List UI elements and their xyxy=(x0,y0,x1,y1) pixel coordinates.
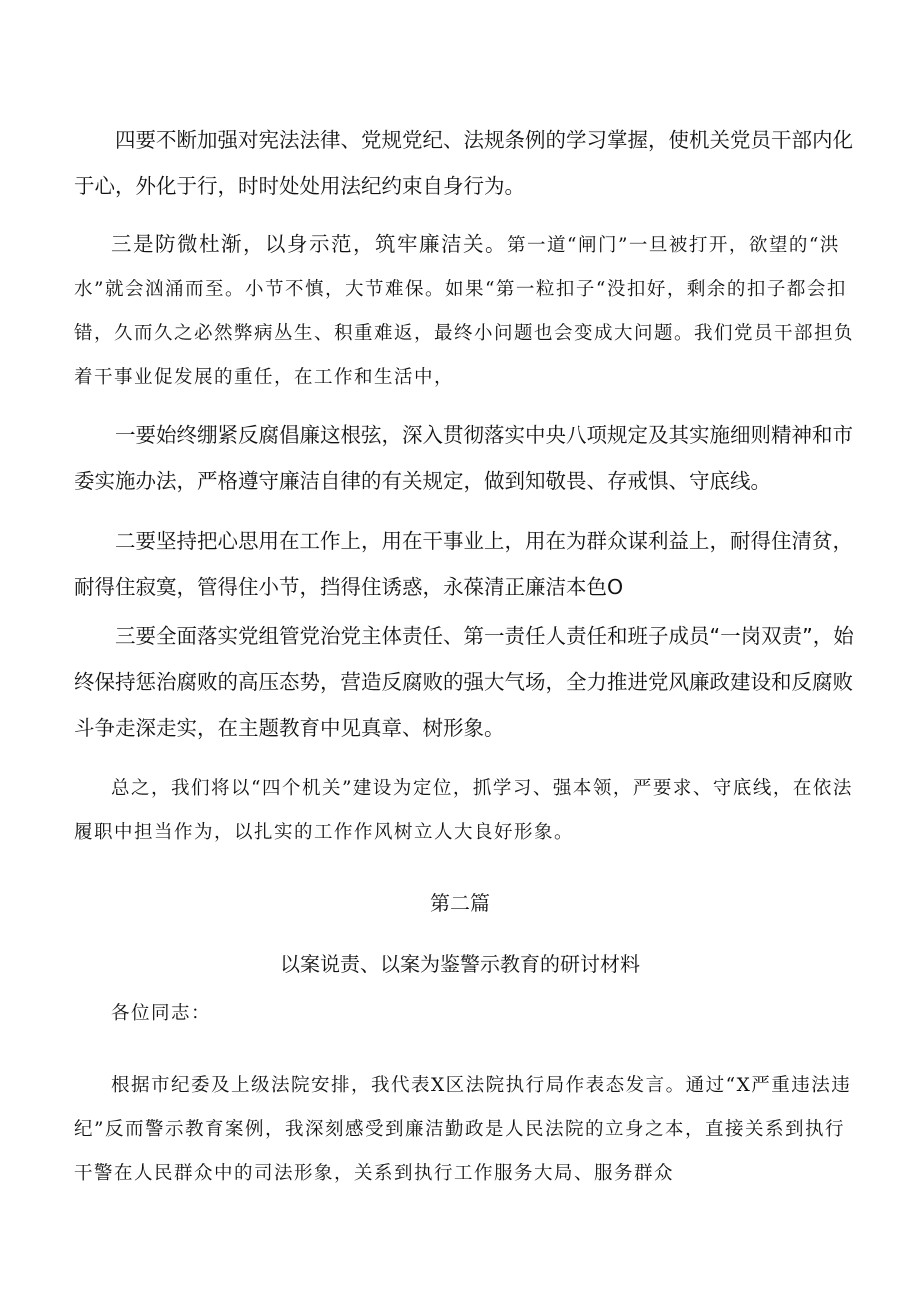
salutation: 各位同志： xyxy=(111,1003,212,1024)
paragraph-conclusion: 总之，我们将以“四个机关”建设为定位，抓学习、强本领，严要求、守底线，在依法履职中担当作为，以扎实的工作作风树立人大良好形象。 xyxy=(74,778,853,843)
paragraph-opening-statement: 根据市纪委及上级法院安排，我代表X区法院执行局作表态发言。通过“X严重违法违纪”反而警示教育案例，我深刻感受到廉洁勤政是人民法院的立身之本，直接关系到执行干警在人民群众中的司法形象，关系到执行工作服务大局、服务群众 xyxy=(74,1075,852,1184)
paragraph-integrity-vigilance: 一要始终绷紧反腐倡廉这根弦，深入贯彻落实中央八项规定及其实施细则精神和市委实施办法，严格遵守廉洁自律的有关规定，做到知敬畏、存戒惧、守底线。 xyxy=(74,423,853,493)
paragraph-prevention-lead: 三是防微杜渐，以身示范，筑牢廉洁关。 xyxy=(111,232,507,256)
paragraph-focus-on-work: 二要坚持把心思用在工作上，用在干事业上，用在为群众谋利益上，耐得住清贫，耐得住寂寞，管得住小节，挡得住诱惑，永葆清正廉洁本色O xyxy=(74,529,853,599)
paragraph-study-law: 四要不断加强对宪法法律、党规党纪、法规条例的学习掌握，使机关党员干部内化于心，外化于行，时时处处用法纪约束自身行为。 xyxy=(74,128,853,198)
article-title: 以案说责、以案为鉴警示教育的研讨材料 xyxy=(280,952,640,976)
section-label: 第二篇 xyxy=(430,891,490,915)
paragraph-prevention-body: 第一道“闸门”一旦被打开，欲望的“洪水”就会汹涌而至。小节不慎，大节难保。如果“第一粒扣子“没扣好，剩余的扣子都会扣错，久而久之必然弊病丛生、积重难返，最终小问题也会变成大问题。我们党员干部担负着干事业促发展的重任，在工作和生活中， xyxy=(74,235,855,388)
paragraph-responsibility: 三要全面落实党组管党治党主体责任、第一责任人责任和班子成员“一岗双责”，始终保持惩治腐败的高压态势，营造反腐败的强大气场，全力推进党风廉政建设和反腐败斗争走深走实，在主题教育中见真章、树形象。 xyxy=(74,624,854,740)
paragraph-prevention xyxy=(74,222,864,400)
